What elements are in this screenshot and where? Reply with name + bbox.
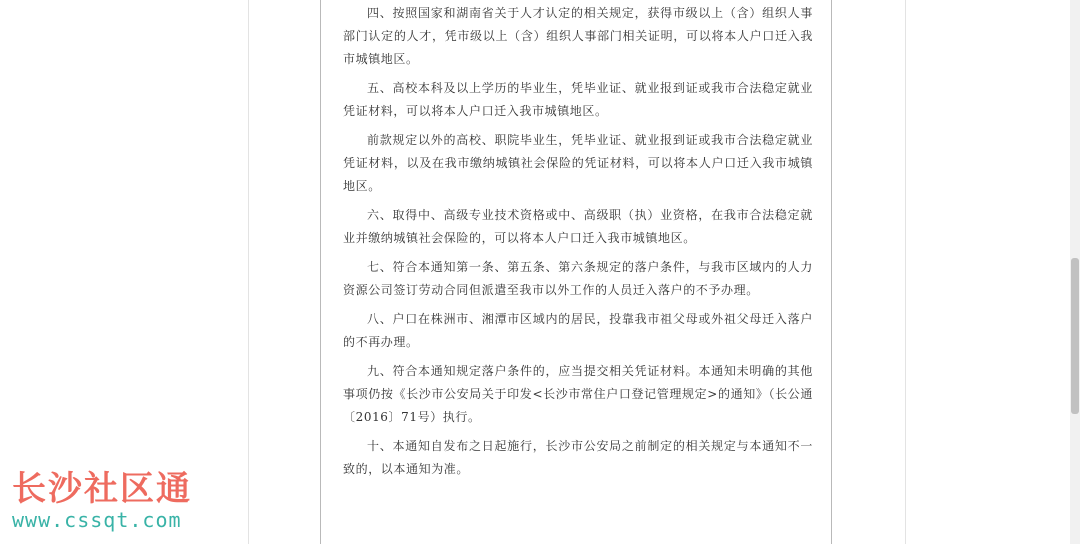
vertical-scrollbar[interactable] [1070,0,1080,544]
site-watermark [12,470,222,532]
paragraph-article-6: 六、取得中、高级专业技术资格或中、高级职（执）业资格，在我市合法稳定就业并缴纳城镇社会保险的，可以将本人户口迁入我市城镇地区。 [343,208,813,245]
paragraph-article-10: 十、本通知自发布之日起施行，长沙市公安局之前制定的相关规定与本通知不一致的，以本通知为准。 [343,439,813,476]
paragraph-article-5-supplement: 前款规定以外的高校、职院毕业生，凭毕业证、就业报到证或我市合法稳定就业凭证材料，以及在我市缴纳城镇社会保险的凭证材料，可以将本人户口迁入我市城镇地区。 [343,133,813,193]
document-body [343,2,813,487]
watermark-url: www.cssqt.com [12,508,182,532]
scrollbar-thumb[interactable] [1071,258,1079,414]
paragraph-article-4: 四、按照国家和湖南省关于人才认定的相关规定，获得市级以上（含）组织人事部门认定的人才，凭市级以上（含）组织人事部门相关证明，可以将本人户口迁入我市城镇地区。 [343,6,813,66]
paragraph-article-8: 八、户口在株洲市、湘潭市区域内的居民，投靠我市祖父母或外祖父母迁入落户的不再办理。 [343,312,813,349]
watermark-title: 长沙社区通 [12,469,192,509]
paragraph-article-7: 七、符合本通知第一条、第五条、第六条规定的落户条件，与我市区域内的人力资源公司签订劳动合同但派遣至我市以外工作的人员迁入落户的不予办理。 [343,260,813,297]
document-page [320,0,832,544]
paragraph-article-9: 九、符合本通知规定落户条件的，应当提交相关凭证材料。本通知未明确的其他事项仍按《长沙市公安局关于印发<长沙市常住户口登记管理规定>的通知》（长公通〔2016〕71号）执行。 [343,364,813,424]
paragraph-article-5: 五、高校本科及以上学历的毕业生，凭毕业证、就业报到证或我市合法稳定就业凭证材料，可以将本人户口迁入我市城镇地区。 [343,81,813,118]
